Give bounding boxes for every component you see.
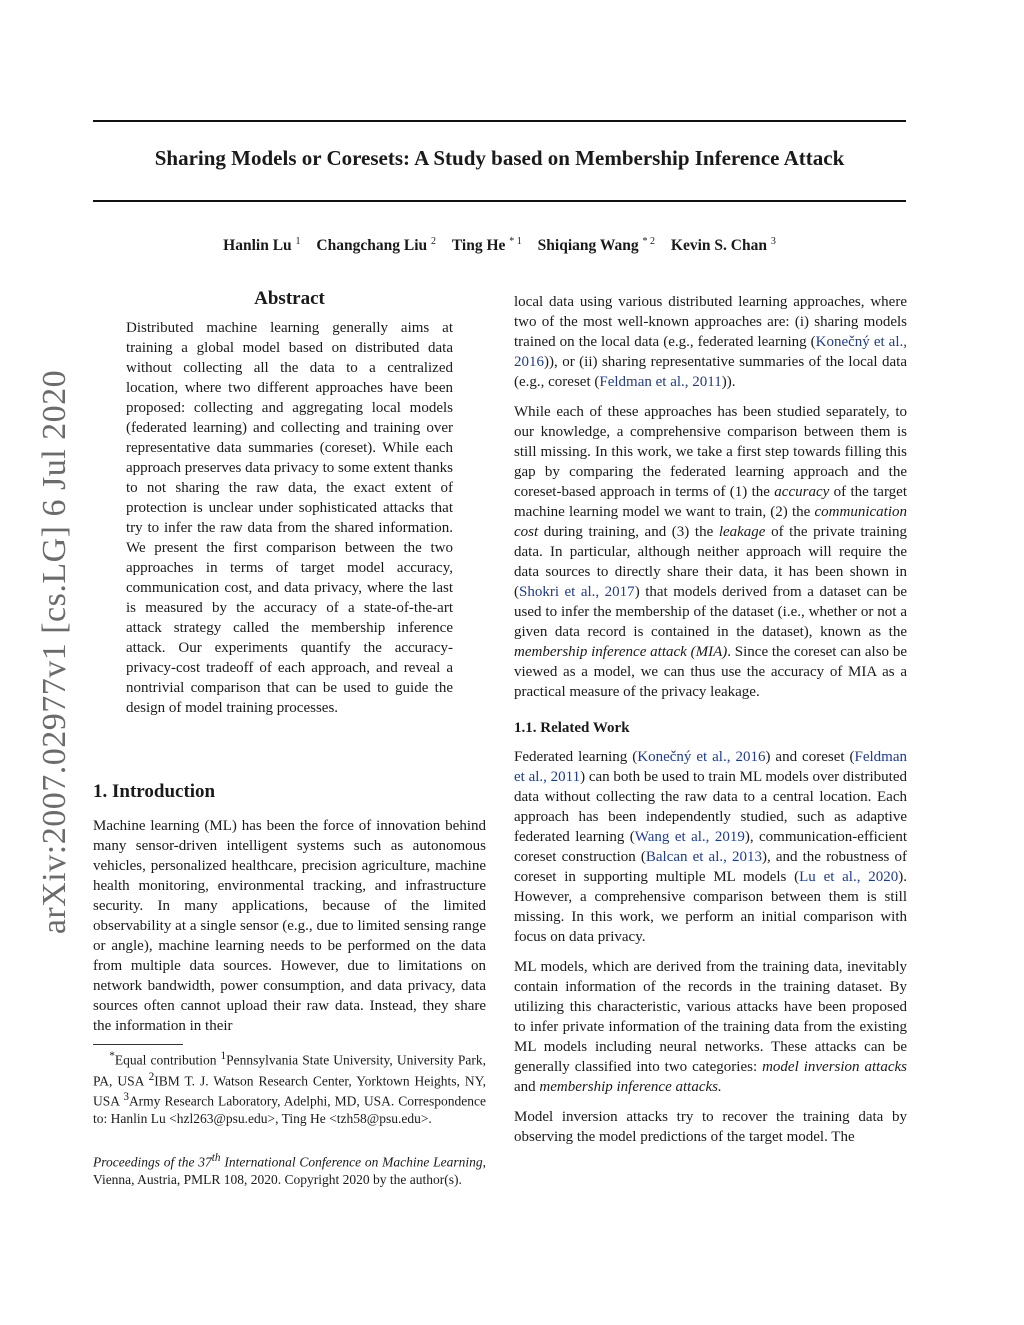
arxiv-stamp: arXiv:2007.02977v1 [cs.LG] 6 Jul 2020 <box>36 369 73 935</box>
citation-link[interactable]: Konečný et al., 2016 <box>514 334 907 370</box>
author: Shiqiang Wang $^{* 2}$ <box>537 236 656 255</box>
proceedings-note: Proceedings of the 37th International Conference on Machine Learning, Vienna, Austria, PMLR 108, 2020. Copyright 2020 by the author(s). <box>93 1152 487 1187</box>
citation-link[interactable]: Balcan et al., 2013 <box>645 849 762 865</box>
intro-heading: 1. Introduction <box>93 781 216 802</box>
abstract-heading: Abstract <box>254 288 325 309</box>
author: Ting He $^{* 1}$ <box>451 236 522 255</box>
citation-link[interactable]: Lu et al., 2020 <box>799 869 899 885</box>
paragraph: Federated learning (Konečný et al., 2016) and coreset (Feldman et al., 2011) can both be used to train ML models over distributed data without collecting the raw data to a central location. Each approach has been independently studied, such as adaptive federated learning (Wang et al., 2019), communication-efficient coreset construction (Balcan et al., 2013), and the robustness of coreset in supporting multiple ML models (Lu et al., 2020). However, a comprehensive comparison between them is still missing. In this work, we perform an initial comparison with focus on data privacy. <box>514 749 908 945</box>
intro-paragraph: Machine learning (ML) has been the force of innovation behind many sensor-driven intelligent systems such as autonomous vehicles, personalized healthcare, precision agriculture, machine health monitoring, environmental tracking, and infrastructure security. In many applications, because of the limited observability at a single sensor (e.g., due to limited sensing range or angle), machine learning needs to be performed on the data from multiple data sources. However, due to limitations on network bandwidth, power consumption, and data privacy, data sources often cannot upload their raw data. Instead, they share the information in their <box>93 818 486 1034</box>
author: Kevin S. Chan $^3$ <box>670 236 776 255</box>
right-column <box>514 292 907 1157</box>
citation-link[interactable]: Shokri et al., 2017 <box>519 584 635 600</box>
abstract-text: Distributed machine learning generally aims at training a global model based on distributed data without collecting all the data to a centralized location, where two different approaches have been proposed: collecting and aggregating local models (federated learning) and collecting and training over representative data summaries (coreset). While each approach preserves data privacy to some extent thanks to not sharing the raw data, the exact extent of protection is unclear under sophisticated attacks that try to infer the raw data from the shared information. We present the first comparison between the two approaches in terms of target model accuracy, communication cost, and data privacy, where the last is measured by the accuracy of a state-of-the-art attack strategy called the membership inference attack. Our experiments quantify the accuracy-privacy-cost tradeoff of each approach, and reveal a nontrivial comparison that can be used to guide the design of model training processes. <box>126 320 453 716</box>
citation-link[interactable]: Feldman et al., 2011 <box>514 749 907 785</box>
subsection-heading: 1.1. Related Work <box>514 720 630 736</box>
paragraph: Model inversion attacks try to recover the training data by observing the model predictions of the target model. The <box>514 1109 907 1145</box>
title-rule-top <box>93 120 906 122</box>
footnote-rule <box>93 1044 183 1045</box>
paragraph: ML models, which are derived from the training data, inevitably contain information of the records in the training dataset. By utilizing this characteristic, various attacks have been proposed to infer private information of the training data from the existing ML models including neural networks. These attacks can be generally classified into two categories: model inversion attacks and membership inference attacks. <box>514 959 907 1095</box>
paragraph: local data using various distributed learning approaches, where two of the most well-known approaches are: (i) sharing models trained on the local data (e.g., federated learning (Konečný et al., 2016)), or (ii) sharing representative summaries of the local data (e.g., coreset (Feldman et al., 2011)). <box>514 294 907 390</box>
title-rule-bottom <box>93 200 906 202</box>
citation-link[interactable]: Feldman et al., 2011 <box>599 374 722 390</box>
left-column <box>93 288 487 1187</box>
footnote: *Equal contribution $^1$Pennsylvania State University, University Park, PA, USA $^2$IBM T. J. Watson Research Center, Yorktown Heights, NY, USA $^3$Army Research Laboratory, Adelphi, MD, USA. Correspondence to: Hanlin Lu <hzl263@psu.edu>, Ting He <tzh58@psu.edu>. <box>93 1050 487 1126</box>
paper-title: Sharing Models or Coresets: A Study based on Membership Inference Attack <box>154 146 845 170</box>
paragraph: While each of these approaches has been studied separately, to our knowledge, a comprehensive comparison between them is still missing. In this work, we take a first step towards filling this gap by comparing the federated learning approach and the coreset-based approach in terms of (1) the accuracy of the target machine learning model we want to train, (2) the communication cost during training, and (3) the leakage of the private training data. In particular, although neither approach will require the data sources to directly share their data, it has been shown in (Shokri et al., 2017) that models derived from a dataset can be used to infer the membership of the dataset (i.e., whether or not a given data record is contained in the dataset), known as the membership inference attack (MIA). Since the coreset can also be viewed as a model, we can thus use the accuracy of MIA as a practical measure of the privacy leakage. <box>514 404 907 700</box>
citation-link[interactable]: Konečný et al., 2016 <box>637 749 766 765</box>
author-list <box>93 236 906 255</box>
citation-link[interactable]: Wang et al., 2019 <box>634 829 745 845</box>
author: Changchang Liu $^2$ <box>316 236 436 255</box>
author: Hanlin Lu $^1$ <box>223 236 301 255</box>
